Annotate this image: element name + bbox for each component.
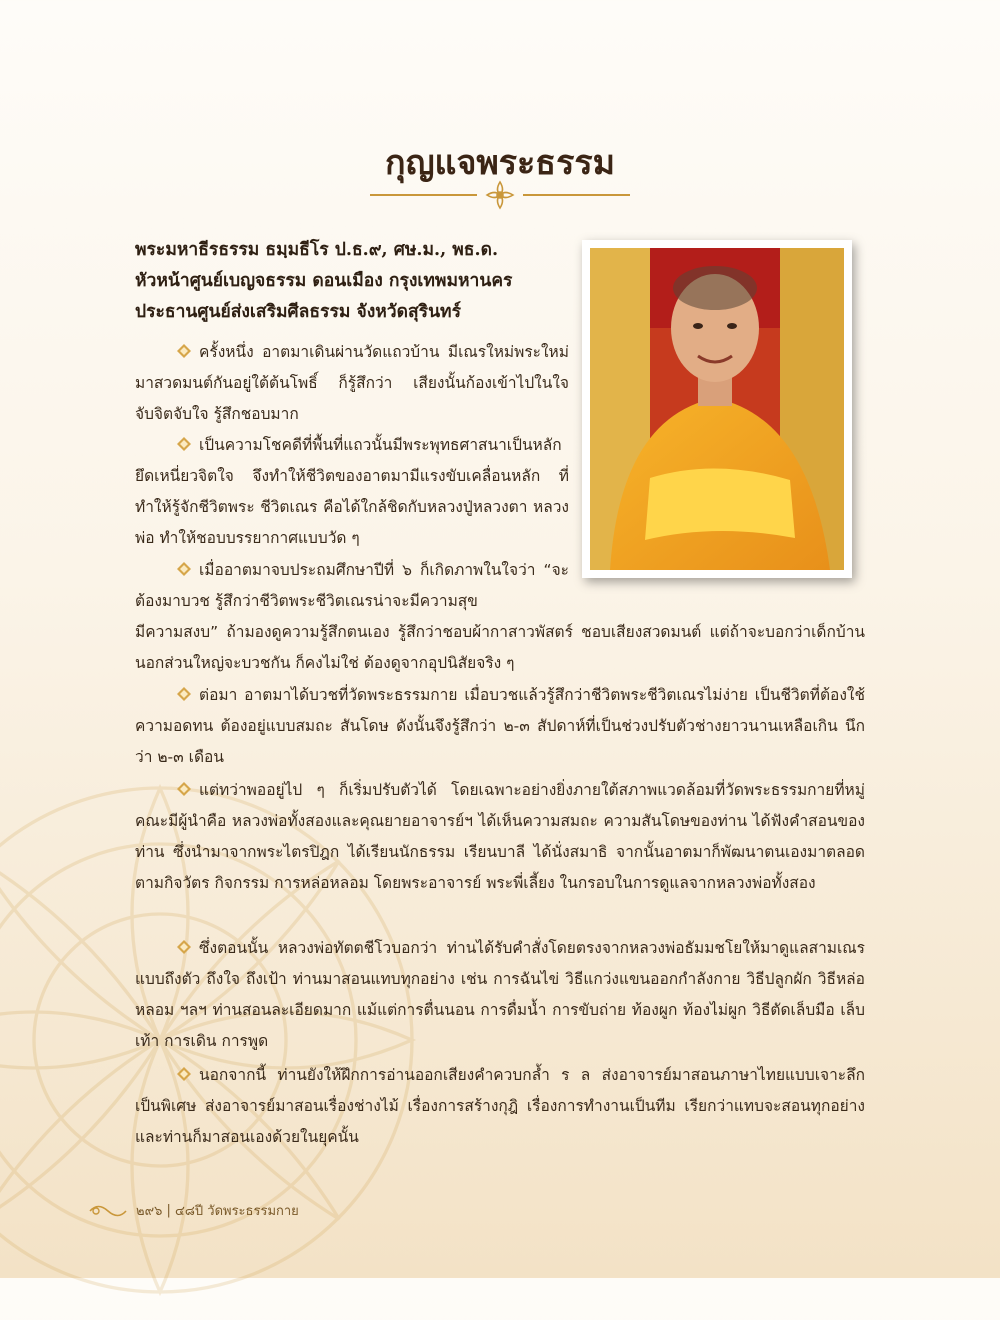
- paragraph-1: [135, 337, 569, 430]
- divider-line-right: [523, 194, 630, 196]
- paragraph-text: มีความสงบ” ถ้ามองดูความรู้สึกตนเอง รู้สึกว่าชอบผ้ากาสาวพัสตร์ ชอบเสียงสวดมนต์ แต่ถ้าจะบอกว่าเด็กบ้านนอกส่วนใหญ่จะบวชกัน ก็คงไม่ใช่ ต้องดูจากอุปนิสัยจริง ๆ: [135, 623, 865, 672]
- book-title: ๔๘ปี วัดพระธรรมกาย: [175, 1204, 299, 1219]
- paragraph-7: [135, 1060, 865, 1153]
- paragraph-text: ต่อมา อาตมาได้บวชที่วัดพระธรรมกาย เมื่อบวชแล้วรู้สึกว่าชีวิตพระชีวิตเณรไม่ง่าย เป็นชีวิตที่ต้องใช้ความอดทน ต้องอยู่แบบสมถะ สันโดษ ดังนั้นจึงรู้สึกว่า ๒-๓ สัปดาห์ที่เป็นช่วงปรับตัวช่างยาวนานเหลือเกิน นึกว่า ๒-๓ เดือน: [135, 686, 865, 766]
- author-position-1: หัวหน้าศูนย์เบญจธรรม ดอนเมือง กรุงเทพมหานคร: [135, 271, 513, 291]
- diamond-bullet-icon: [177, 1067, 191, 1081]
- footer-separator: |: [166, 1203, 171, 1218]
- diamond-bullet-icon: [177, 782, 191, 796]
- diamond-bullet-icon: [177, 562, 191, 576]
- page-number: ๒๙๖: [136, 1204, 163, 1219]
- paragraph-text: ครั้งหนึ่ง อาตมาเดินผ่านวัดแถวบ้าน มีเณรใหม่พระใหม่มาสวดมนต์กันอยู่ใต้ต้นโพธิ์ ก็รู้สึกว่า เสียงนั้นก้องเข้าไปในใจ จับจิตจับใจ รู้สึกชอบมาก: [135, 343, 569, 423]
- diamond-bullet-icon: [177, 344, 191, 358]
- lotus-flower-icon: [485, 180, 515, 210]
- paragraph-5: [135, 775, 865, 899]
- paragraph-text: นอกจากนี้ ท่านยังให้ฝึกการอ่านออกเสียงคำควบกล้ำ ร ล ส่งอาจารย์มาสอนภาษาไทยแบบเจาะลึกเป็นพิเศษ ส่งอาจารย์มาสอนเรื่องช่างไม้ เรื่องการสร้างกุฎิ เรื่องการทำงานเป็นทีม เรียกว่าแทบจะสอนทุกอย่าง และท่านก็มาสอนเองด้วยในยุคนั้น: [135, 1066, 865, 1146]
- diamond-bullet-icon: [177, 437, 191, 451]
- monk-portrait-illustration: [590, 248, 844, 570]
- title-divider: [370, 180, 630, 210]
- paragraph-text: ซึ่งตอนนั้น หลวงพ่อทัตตชีโวบอกว่า ท่านได้รับคำสั่งโดยตรงจากหลวงพ่อธัมมชโยให้มาดูแลสามเณรแบบถึงตัว ถึงใจ ถึงเป้า ท่านมาสอนแทบทุกอย่าง เช่น การฉันไข่ วิธีแกว่งแขนออกกำลังกาย วิธีปลูกผัก วิธีหล่อหลอม ฯลฯ ท่านสอนละเอียดมาก แม้แต่การตื่นนอน การดื่มน้ำ การขับถ่าย ท้องผูก ท้องไม่ผูก วิธีตัดเล็บมือ เล็บเท้า การเดิน การพูด: [135, 939, 865, 1050]
- paragraph-text: แต่ทว่าพออยู่ไป ๆ ก็เริ่มปรับตัวได้ โดยเฉพาะอย่างยิ่งภายใต้สภาพแวดล้อมที่วัดพระธรรมกายที่หมู่คณะมีผู้นำคือ หลวงพ่อทั้งสองและคุณยายอาจารย์ฯ ได้เห็นความสมถะ ความสันโดษของท่าน ได้ฟังคำสอนของท่าน ซึ่งนำมาจากพระไตรปิฎก ได้เรียนนักธรรม เรียนบาลี ได้นั่งสมาธิ จากนั้นอาตมาก็พัฒนาตนเองมาตลอด ตามกิจวัตร กิจกรรม การหล่อหลอม โดยพระอาจารย์ พระพี่เลี้ยง ในกรอบในการดูแลจากหลวงพ่อทั้งสอง: [135, 781, 865, 892]
- swirl-ornament-icon: [88, 1202, 128, 1220]
- paragraph-3: [135, 555, 569, 617]
- diamond-bullet-icon: [177, 687, 191, 701]
- author-block: [135, 235, 575, 328]
- author-name: พระมหาธีรธรรม ธมฺมธีโร ป.ธ.๙, ศษ.ม., พธ.ด.: [135, 240, 499, 260]
- page-title: กุญแจพระธรรม: [384, 142, 615, 183]
- paragraph-text: เป็นความโชคดีที่พื้นที่แถวนั้นมีพระพุทธศาสนาเป็นหลักยึดเหนี่ยวจิตใจ จึงทำให้ชีวิตของอาตมามีแรงขับเคลื่อนหลัก ที่ทำให้รู้จักชีวิตพระ ชีวิตเณร คือได้ใกล้ชิดกับหลวงปู่หลวงตา หลวงพ่อ ทำให้ชอบบรรยากาศแบบวัด ๆ: [135, 436, 569, 547]
- author-position-2: ประธานศูนย์ส่งเสริมศีลธรรม จังหวัดสุรินทร์: [135, 302, 461, 322]
- paragraph-2: [135, 430, 569, 554]
- paragraph-4: [135, 680, 865, 773]
- photo-frame: [582, 240, 852, 578]
- divider-line-left: [370, 194, 477, 196]
- monk-portrait-photo: [590, 248, 844, 570]
- paragraph-text: เมื่ออาตมาจบประถมศึกษาปีที่ ๖ ก็เกิดภาพในใจว่า “จะต้องมาบวช รู้สึกว่าชีวิตพระชีวิตเณรน่าจะมีความสุข: [135, 561, 569, 610]
- paragraph-3-continued: [135, 617, 865, 679]
- page-footer: [88, 1200, 299, 1221]
- diamond-bullet-icon: [177, 940, 191, 954]
- paragraph-6: [135, 933, 865, 1057]
